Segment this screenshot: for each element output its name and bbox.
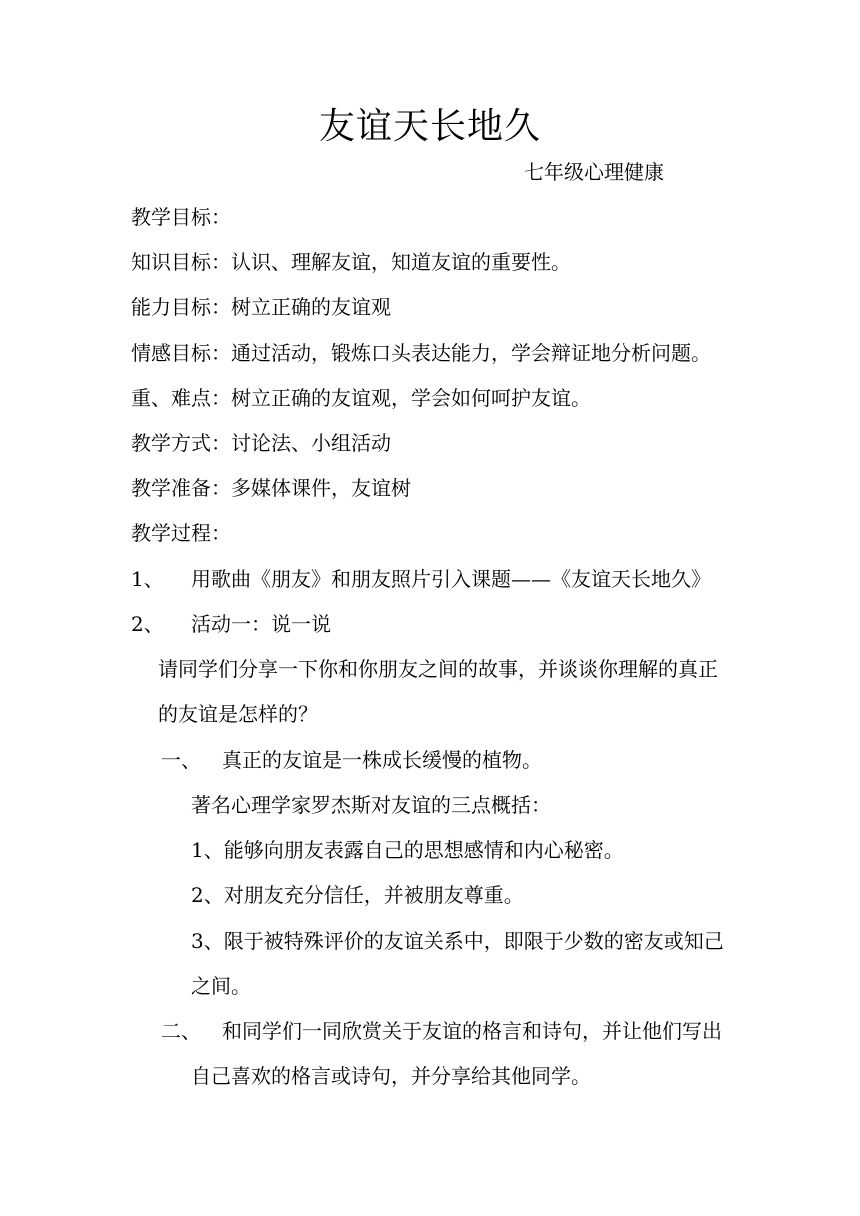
preparation: 教学准备：多媒体课件，友谊树 (131, 476, 411, 500)
ability-goal: 能力目标：树立正确的友谊观 (131, 295, 391, 319)
document-title: 友谊天长地久 (318, 106, 541, 147)
section-2-text-line-1: 和同学们一同欣赏关于友谊的格言和诗句，并让他们写出 (222, 1019, 722, 1043)
section-2-number: 二、 (161, 1019, 201, 1043)
process-heading: 教学过程： (131, 521, 231, 545)
section-1-text: 真正的友谊是一株成长缓慢的植物。 (222, 748, 542, 772)
teaching-method: 教学方式：讨论法、小组活动 (131, 431, 391, 455)
section-2-text-line-2: 自己喜欢的格言或诗句，并分享给其他同学。 (191, 1064, 591, 1088)
rogers-point-1: 1、能够向朋友表露自己的思想感情和内心秘密。 (191, 838, 624, 862)
objectives-heading: 教学目标： (131, 205, 231, 229)
document-subtitle: 七年级心理健康 (524, 160, 664, 184)
knowledge-goal: 知识目标：认识、理解友谊，知道友谊的重要性。 (131, 250, 571, 274)
section-1-number: 一、 (161, 748, 201, 772)
rogers-point-3-line-2: 之间。 (191, 974, 251, 998)
rogers-intro: 著名心理学家罗杰斯对友谊的三点概括： (191, 793, 551, 817)
step-2-number: 2、 (131, 612, 164, 636)
emotion-goal: 情感目标：通过活动，锻炼口头表达能力，学会辩证地分析问题。 (131, 341, 711, 365)
step-1-text: 用歌曲《朋友》和朋友照片引入课题——《友谊天长地久》 (191, 567, 711, 591)
rogers-point-3-line-1: 3、限于被特殊评价的友谊关系中，即限于少数的密友或知己 (191, 929, 724, 953)
rogers-point-2: 2、对朋友充分信任，并被朋友尊重。 (191, 883, 524, 907)
activity-prompt-line-1: 请同学们分享一下你和你朋友之间的故事，并谈谈你理解的真正 (158, 657, 718, 681)
step-1-number: 1、 (131, 567, 164, 591)
key-points: 重、难点：树立正确的友谊观，学会如何呵护友谊。 (131, 386, 591, 410)
step-2-text: 活动一：说一说 (191, 612, 331, 636)
activity-prompt-line-2: 的友谊是怎样的？ (158, 702, 318, 726)
